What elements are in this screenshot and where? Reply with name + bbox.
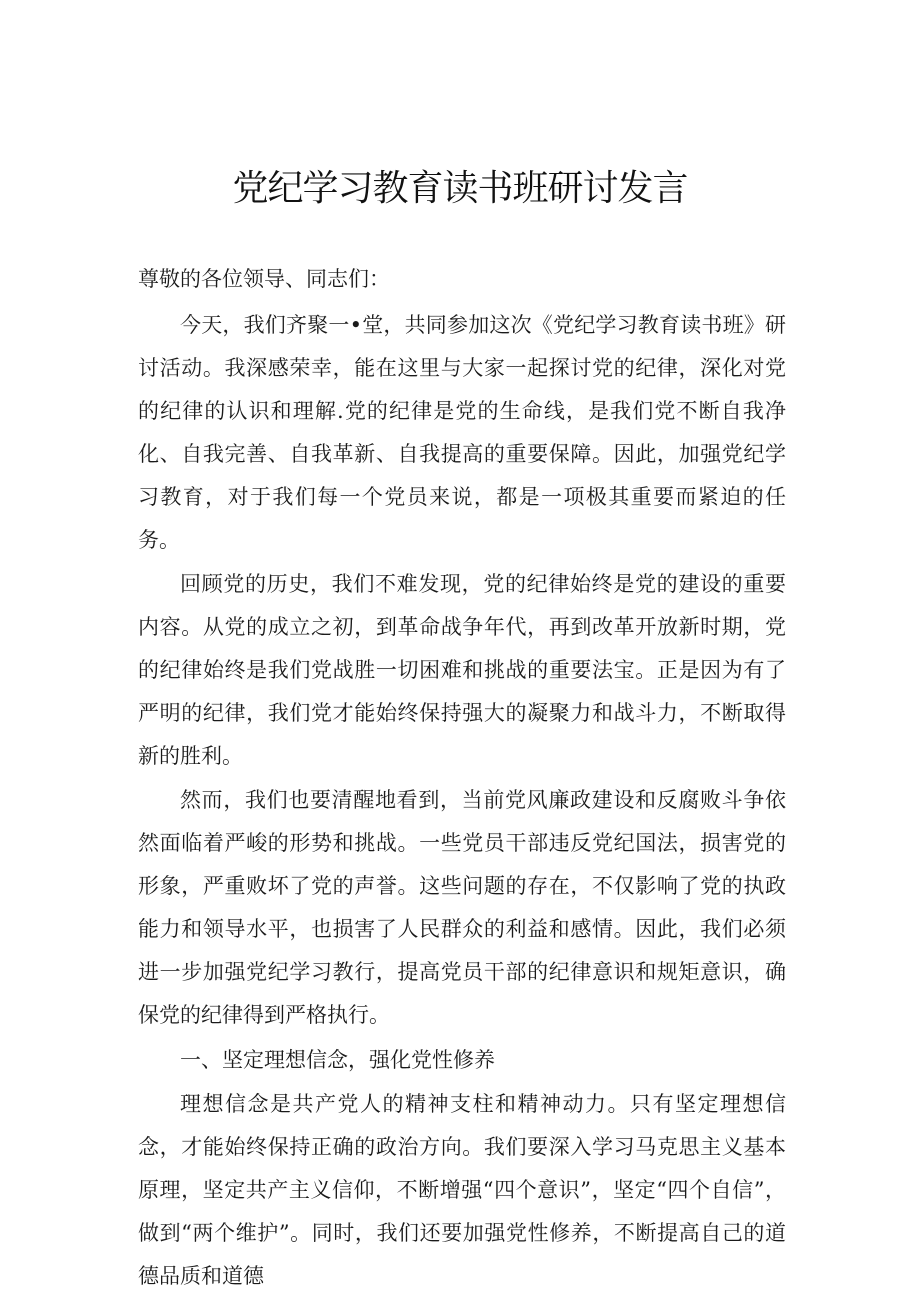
salutation: 尊敬的各位领导、同志们： bbox=[138, 267, 390, 291]
document-title: 党纪学习教育读书班研讨发言 bbox=[232, 168, 688, 209]
section-heading: 一、坚定理想信念，强化党性修养 bbox=[180, 1048, 495, 1072]
paragraph-challenges: 然而，我们也要清醒地看到，当前党风廉政建设和反腐败斗争依然面临着严峻的形势和挑战。一些党员干部违反党纪国法，损害党的形象，严重败坏了党的声誉。这些问题的存在，不仅影响了党的执政能力和领导水平，也损害了人民群众的利益和感情。因此，我们必须进一步加强党纪学习教行，提高党员干部的纪律意识和规矩意识，确保党的纪律得到严格执行。 bbox=[138, 788, 786, 1027]
paragraph-ideals: 理想信念是共产党人的精神支柱和精神动力。只有坚定理想信念，才能始终保持正确的政治方向。我们要深入学习马克思主义基本原理，坚定共产主义信仰，不断增强“四个意识”，坚定“四个自信”，做到“两个维护”。同时，我们还要加强党性修养，不断提高自己的道德品质和道德 bbox=[138, 1092, 786, 1288]
document-body bbox=[138, 258, 786, 1298]
paragraph-opening: 今天，我们齐聚一•堂，共同参加这次《党纪学习教育读书班》研讨活动。我深感荣幸，能在这里与大家一起探讨党的纪律，深化对党的纪律的认识和理解.党的纪律是党的生命线，是我们党不断自我净化、自我完善、自我革新、自我提高的重要保障。因此，加强党纪学习教育，对于我们每一个党员来说，都是一项极其重要而紧迫的任务。 bbox=[138, 313, 786, 552]
paragraph-history: 回顾党的历史，我们不难发现，党的纪律始终是党的建设的重要内容。从党的成立之初，到革命战争年代，再到改革开放新时期，党的纪律始终是我们党战胜一切困难和挑战的重要法宝。正是因为有了严明的纪律，我们党才能始终保持强大的凝聚力和战斗力，不断取得新的胜利。 bbox=[138, 572, 786, 768]
